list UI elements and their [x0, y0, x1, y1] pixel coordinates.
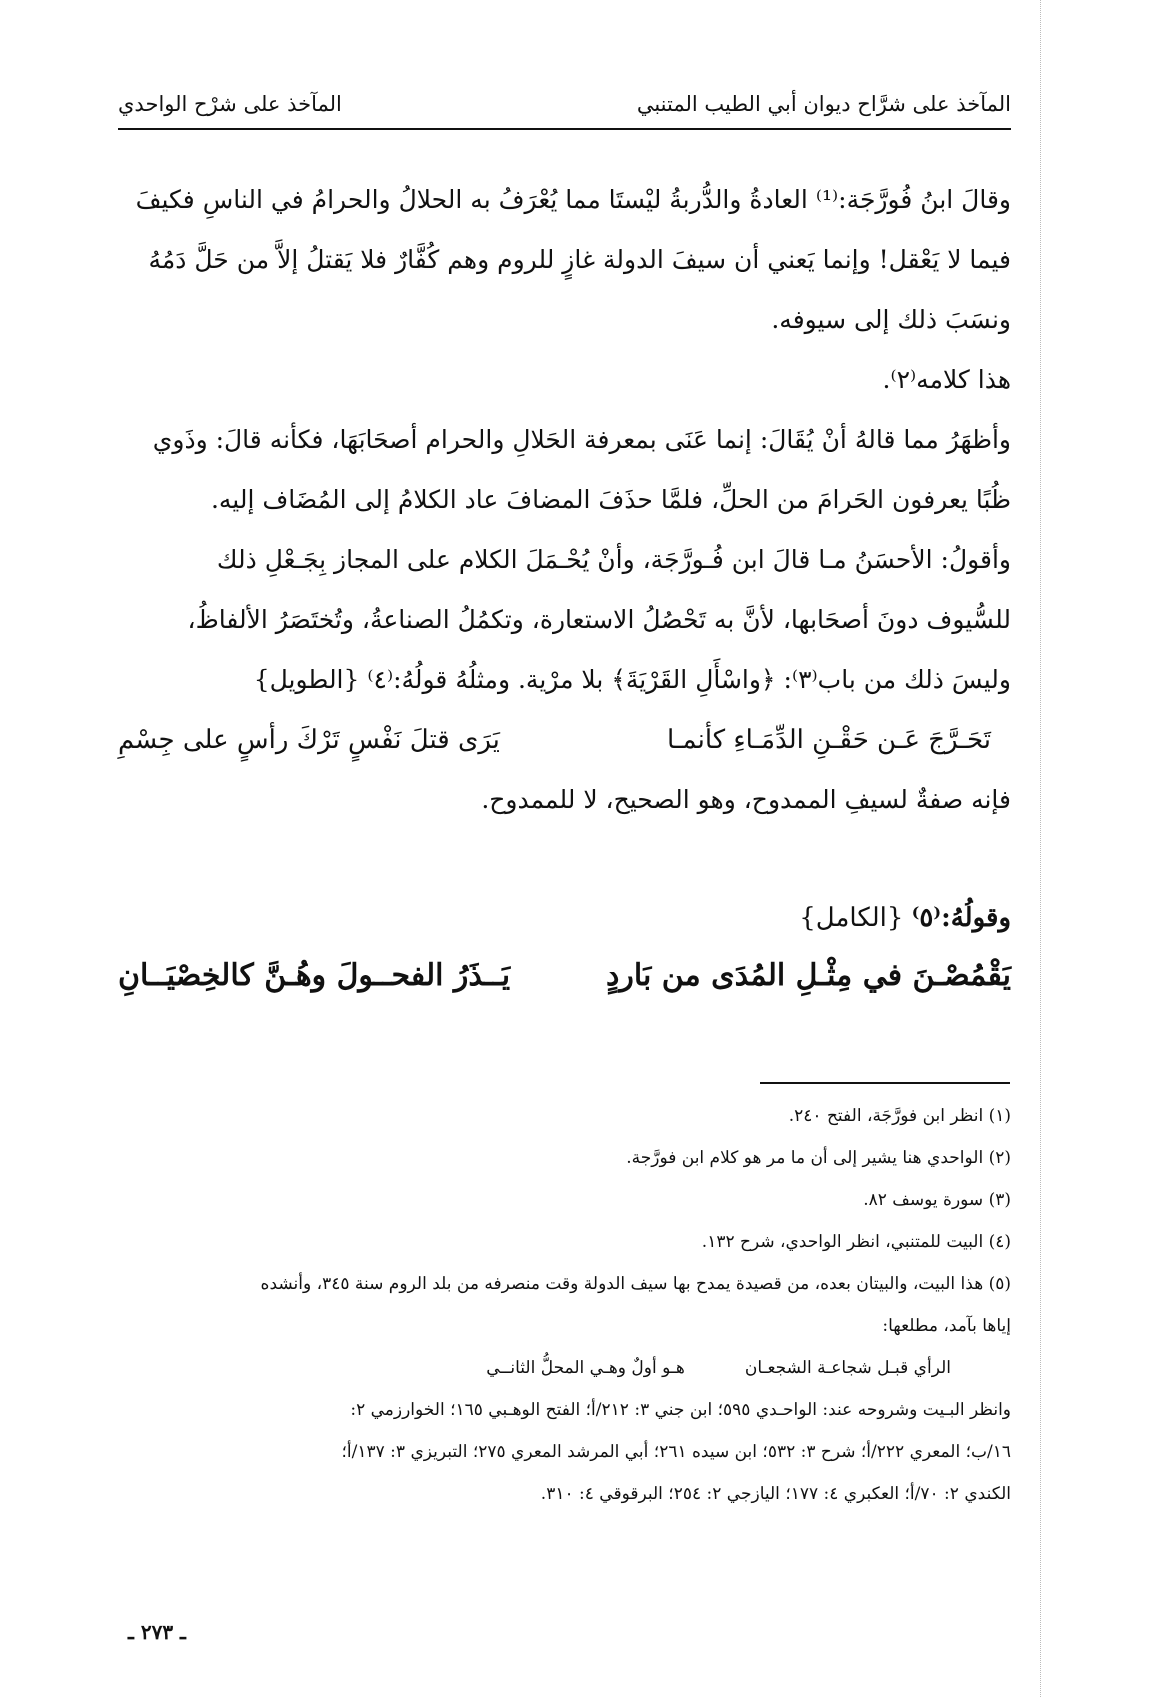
text-line: فيما لا يَعْقل! وإنما يَعني أن سيفَ الدولة غازٍ للروم وهم كُفَّارٌ فلا يَقتلُ إلاَّ من حَلَّ دَمُهُ — [148, 245, 1011, 274]
text-line: للسُّيوف دونَ أصحَابها، لأنَّ به تَحْصُلُ الاستعارة، وتكمُلُ الصناعةُ، وتُختَصَرُ الألفاظُ، — [187, 605, 1011, 634]
verse-tawil — [118, 710, 1011, 770]
text-line: وقالَ ابنُ فُورَّجَة:⁽¹⁾ العادةُ والدُّربةُ ليْستَا مما يُعْرَفُ به الحلالُ والحرامُ في الناسِ فكيفَ — [135, 185, 1011, 214]
footnote-4: (٤) البيت للمتنبي، انظر الواحدي، شرح ١٣٢. — [701, 1232, 1011, 1252]
verse-second-hemistich: يَــذَرُ الفحــولَ وهُـنَّ كالخِصْيَــانِ — [118, 958, 511, 993]
footnote-5-verse — [118, 1347, 1011, 1389]
verse-kamil — [118, 946, 1011, 1006]
paragraph-sword-attribute — [118, 770, 1011, 830]
footnote-5-references: الكندي ٢: ٧٠/أ؛ العكبري ٤: ١٧٧؛ اليازجي ٢: ٢٥٤؛ البرقوقي ٤: ٣١٠. — [540, 1484, 1011, 1504]
text-line: وأقولُ: الأحسَنُ مـا قالَ ابن فُـورَّجَة، وأنْ يُحْـمَلَ الكلام على المجاز بِجَـعْلِ ذلك — [216, 545, 1011, 574]
section-gap — [118, 830, 1011, 890]
footnote-rule — [760, 1082, 1010, 1084]
verse-meter-label: {الكامل} — [799, 903, 904, 933]
header-rule — [118, 128, 1011, 130]
text-line: فإنه صفةٌ لسيفِ الممدوح، وهو الصحيح، لا للممدوح. — [481, 785, 1011, 814]
footnotes — [118, 1095, 1011, 1515]
text-line: ونسَبَ ذلك إلى سيوفه. — [771, 305, 1011, 334]
footnote-2: (٢) الواحدي هنا يشير إلى أن ما مر هو كلام ابن فورَّجة. — [626, 1148, 1011, 1168]
paragraph-his-words — [118, 350, 1011, 410]
footnote-5-references: ١٦/ب؛ المعري ٢٢٢/أ؛ شرح ٣: ٥٣٢؛ ابن سيده ٢٦١؛ أبي المرشد المعري ٢٧٥؛ التبريزي ٣: ١٣٧/أ؛ — [341, 1442, 1011, 1462]
footnote-5-references: وانظر البـيت وشروحه عند: الواحـدي ٥٩٥؛ ابن جني ٣: ٢١٢/أ؛ الفتح الوهـبي ١٦٥؛ الخوارزمي ٢: — [350, 1400, 1011, 1420]
footnote-3: (٣) سورة يوسف ٨٢. — [863, 1190, 1011, 1210]
verse-heading-label: وقولُهُ:⁽٥⁾ — [911, 903, 1011, 933]
footnote-5: (٥) هذا البيت، والبيتان بعده، من قصيدة يمدح بها سيف الدولة وقت منصرفه من بلد الروم سنة ٣٤٥، وأنشده — [260, 1274, 1011, 1294]
verse-heading — [118, 890, 1011, 946]
footnote-5-continued: إياها بآمد، مطلعها: — [882, 1316, 1011, 1336]
gutter-line — [1040, 0, 1041, 1697]
page-number: ـ ٢٧٣ ـ — [128, 1620, 186, 1644]
running-head-book-title: المآخذ على شرَّاح ديوان أبي الطيب المتنبي — [636, 92, 1011, 116]
text-line: وليسَ ذلك من باب⁽٣⁾: ﴿واسْأَلِ القَرْيَةَ﴾ بلا مرْية. ومثلُهُ قولُهُ:⁽٤⁾ {الطويل} — [253, 665, 1011, 694]
verse-first-hemistich: الرأي قبـل شجاعـة الشجعـان — [744, 1358, 951, 1378]
verse-first-hemistich: يَقْمُصْـنَ في مِثْـلِ المُدَى من بَاردٍ — [606, 958, 1011, 993]
main-text — [118, 170, 1011, 1006]
text-line: وأظهَرُ مما قالهُ أنْ يُقَالَ: إنما عَنَى بمعرفة الحَلالِ والحرام أصحَابَهَا، فكأنه قالَ: وذَوي — [152, 425, 1011, 454]
verse-first-hemistich: تَحَـرَّجَ عَـن حَقْـنِ الدِّمَـاءِ كأنمـا — [667, 725, 991, 755]
footnote-1: (١) انظر ابن فورَّجَة، الفتح ٢٤٠. — [788, 1106, 1011, 1126]
paragraph-ibn-furraja-quote — [118, 170, 1011, 350]
text-line: هذا كلامه⁽٢⁾. — [882, 365, 1011, 394]
text-line: ظُبًا يعرفون الحَرامَ من الحلِّ، فلمَّا حذَفَ المضافَ عاد الكلامُ إلى المُضَاف إليه. — [210, 485, 1011, 514]
paragraph-clearer-reading — [118, 410, 1011, 530]
paragraph-author-opinion — [118, 530, 1011, 710]
verse-second-hemistich: هـو أولٌ وهـي المحلُّ الثانــي — [486, 1358, 685, 1378]
running-head — [118, 92, 1011, 132]
verse-second-hemistich: يَرَى قتلَ نَفْسٍ تَرْكَ رأسٍ على جِسْمِ — [118, 725, 500, 755]
running-head-section-title: المآخذ على شرْح الواحدي — [118, 92, 342, 116]
